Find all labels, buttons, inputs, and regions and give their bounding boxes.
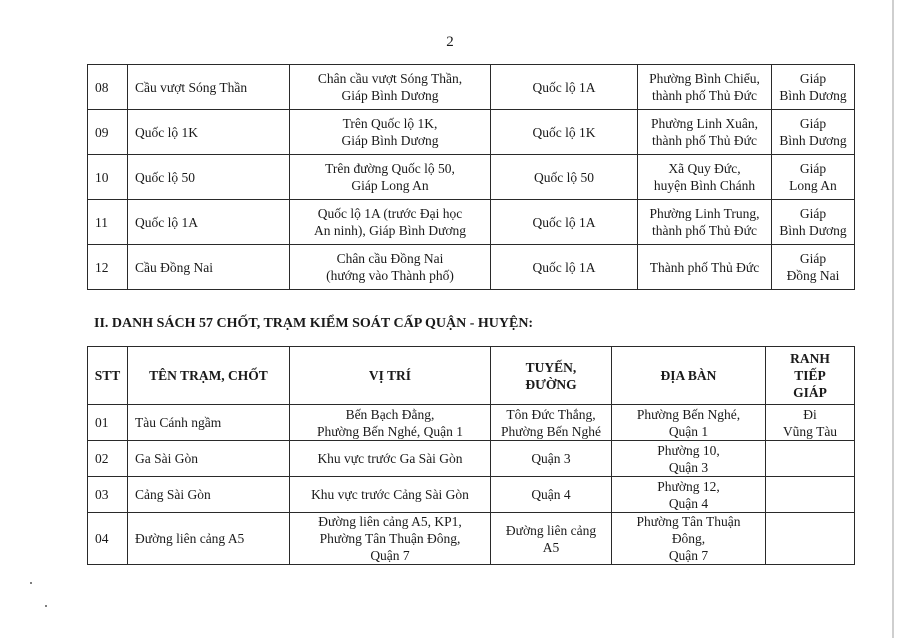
cell-area-line: Xã Quy Đức,	[668, 161, 741, 176]
cell-border-line: Vũng Tàu	[782, 423, 838, 439]
header-border-line: RANH	[790, 351, 830, 366]
header-route	[491, 347, 612, 405]
cell-location-line: Giáp Bình Dương	[341, 88, 439, 103]
cell-route-line: Tôn Đức Thắng,	[506, 406, 596, 422]
cell-area-line: Quận 1	[668, 423, 709, 439]
checkpoint-table-district	[87, 346, 855, 565]
cell-area-line: Đông,	[671, 531, 706, 546]
cell-location-line: An ninh), Giáp Bình Dương	[313, 223, 467, 238]
cell-location-line: Quốc lộ 1A (trước Đại học	[317, 206, 463, 221]
cell-location	[290, 65, 491, 110]
cell-area	[638, 155, 772, 200]
table-row	[88, 155, 855, 200]
cell-route: Quốc lộ 50	[491, 155, 638, 200]
cell-border	[766, 405, 855, 441]
cell-route	[491, 405, 612, 441]
cell-name: Đường liên cảng A5	[128, 513, 290, 565]
cell-route-line: A5	[542, 539, 560, 555]
table-row	[88, 65, 855, 110]
cell-area	[612, 405, 766, 441]
header-border	[766, 347, 855, 405]
cell-route	[491, 513, 612, 565]
cell-border-line: Đồng Nai	[786, 268, 840, 283]
cell-area-line: Phường Linh Xuân,	[650, 116, 759, 131]
cell-name: Quốc lộ 50	[128, 155, 290, 200]
cell-area	[638, 110, 772, 155]
cell-location-line: Bến Bạch Đằng,	[345, 406, 435, 422]
cell-stt: 01	[88, 405, 128, 441]
page-edge	[892, 0, 894, 638]
cell-stt: 08	[88, 65, 128, 110]
cell-stt: 11	[88, 200, 128, 245]
scan-speck	[45, 605, 47, 607]
cell-route-line: Phường Bến Nghé	[501, 423, 601, 439]
cell-route: Quốc lộ 1A	[491, 65, 638, 110]
cell-border-line: Bình Dương	[779, 133, 847, 148]
cell-location	[290, 110, 491, 155]
cell-name: Tàu Cánh ngầm	[128, 405, 290, 441]
cell-route	[491, 441, 612, 477]
table-row	[88, 441, 855, 477]
cell-border	[766, 477, 855, 513]
cell-border	[772, 110, 855, 155]
cell-area-line: thành phố Thủ Đức	[652, 88, 757, 103]
cell-location-line: Trên Quốc lộ 1K,	[342, 116, 438, 131]
cell-location	[290, 245, 491, 290]
table-row	[88, 245, 855, 290]
cell-border	[772, 200, 855, 245]
cell-area	[612, 441, 766, 477]
cell-area-line: huyện Bình Chánh	[653, 178, 756, 193]
cell-location-line: Khu vực trước Ga Sài Gòn	[317, 451, 463, 466]
cell-location-line: Phường Bến Nghé, Quận 1	[316, 423, 464, 439]
cell-area-line: Quận 3	[668, 459, 709, 475]
cell-area	[638, 65, 772, 110]
cell-stt: 10	[88, 155, 128, 200]
cell-location-line: Chân cầu Đồng Nai	[336, 251, 444, 266]
cell-name: Ga Sài Gòn	[128, 441, 290, 477]
cell-route: Quốc lộ 1K	[491, 110, 638, 155]
cell-area-line: Phường Bến Nghé,	[636, 406, 741, 422]
scan-speck	[30, 582, 32, 584]
header-name: TÊN TRẠM, CHỐT	[128, 347, 290, 405]
cell-area-line: thành phố Thủ Đức	[652, 133, 757, 148]
cell-border-line: Long An	[789, 178, 837, 193]
cell-route-line: Đường liên cảng	[505, 522, 597, 538]
cell-area	[612, 477, 766, 513]
cell-border	[766, 513, 855, 565]
cell-location-line: Trên đường Quốc lộ 50,	[325, 161, 455, 176]
checkpoint-table-city	[87, 64, 855, 290]
table-row	[88, 110, 855, 155]
cell-location	[290, 513, 491, 565]
cell-location-line: Đường liên cảng A5, KP1,	[318, 514, 462, 529]
header-border-line: TIẾP	[794, 368, 826, 383]
cell-area-line: Quận 7	[668, 548, 709, 563]
cell-location	[290, 405, 491, 441]
cell-location-line: Giáp Long An	[351, 178, 429, 193]
cell-area-line: Phường Bình Chiểu,	[649, 71, 760, 86]
cell-route-line: Quận 4	[531, 487, 571, 502]
cell-area-line: Phường Tân Thuận	[636, 514, 741, 529]
cell-area-line: Quận 4	[668, 495, 709, 511]
cell-location	[290, 441, 491, 477]
cell-area-line: Thành phố Thủ Đức	[649, 259, 760, 275]
cell-stt: 04	[88, 513, 128, 565]
cell-name: Quốc lộ 1K	[128, 110, 290, 155]
cell-route	[491, 477, 612, 513]
cell-border-line: Đi	[803, 406, 817, 422]
header-stt: STT	[88, 347, 128, 405]
cell-border-line: Giáp	[799, 71, 827, 86]
cell-route: Quốc lộ 1A	[491, 200, 638, 245]
section-heading: II. DANH SÁCH 57 CHỐT, TRẠM KIỂM SOÁT CẤP QUẬN - HUYỆN:	[94, 316, 534, 331]
cell-border	[772, 245, 855, 290]
cell-border-line: Giáp	[799, 116, 827, 131]
cell-border-line: Giáp	[799, 206, 827, 221]
cell-stt: 03	[88, 477, 128, 513]
cell-area	[612, 513, 766, 565]
cell-location	[290, 155, 491, 200]
cell-location-line: Phường Tân Thuận Đông,	[319, 531, 461, 546]
cell-stt: 02	[88, 441, 128, 477]
page-number: 2	[446, 34, 454, 50]
cell-location-line: Giáp Bình Dương	[341, 133, 439, 148]
cell-border	[772, 155, 855, 200]
cell-name: Cảng Sài Gòn	[128, 477, 290, 513]
cell-stt: 09	[88, 110, 128, 155]
table-header-row	[88, 347, 855, 405]
cell-location-line: Khu vực trước Cảng Sài Gòn	[311, 487, 469, 502]
table-row	[88, 513, 855, 565]
cell-area-line: thành phố Thủ Đức	[652, 223, 757, 238]
cell-name: Quốc lộ 1A	[128, 200, 290, 245]
cell-area-line: Phường 12,	[657, 478, 720, 494]
cell-border-line: Giáp	[799, 161, 827, 176]
header-route-line: TUYẾN,	[525, 359, 577, 375]
header-route-line: ĐƯỜNG	[525, 376, 577, 392]
cell-border-line: Bình Dương	[779, 88, 847, 103]
cell-area-line: Phường Linh Trung,	[649, 206, 760, 221]
cell-border-line: Giáp	[799, 251, 827, 266]
cell-stt: 12	[88, 245, 128, 290]
cell-border	[766, 441, 855, 477]
cell-location	[290, 200, 491, 245]
cell-area	[638, 200, 772, 245]
cell-location-line: Chân cầu vượt Sóng Thần,	[317, 71, 463, 86]
cell-name: Cầu Đồng Nai	[128, 245, 290, 290]
cell-location-line: Quận 7	[370, 548, 410, 563]
cell-area	[638, 245, 772, 290]
cell-location	[290, 477, 491, 513]
table-row	[88, 405, 855, 441]
table-row	[88, 200, 855, 245]
cell-name: Cầu vượt Sóng Thần	[128, 65, 290, 110]
header-area: ĐỊA BÀN	[612, 347, 766, 405]
cell-route: Quốc lộ 1A	[491, 245, 638, 290]
header-location: VỊ TRÍ	[290, 347, 491, 405]
cell-location-line: (hướng vào Thành phố)	[326, 268, 454, 283]
table-row	[88, 477, 855, 513]
cell-area-line: Phường 10,	[657, 442, 720, 458]
cell-border	[772, 65, 855, 110]
cell-border-line: Bình Dương	[779, 223, 847, 238]
cell-route-line: Quận 3	[531, 451, 571, 466]
header-border-line: GIÁP	[793, 385, 827, 400]
